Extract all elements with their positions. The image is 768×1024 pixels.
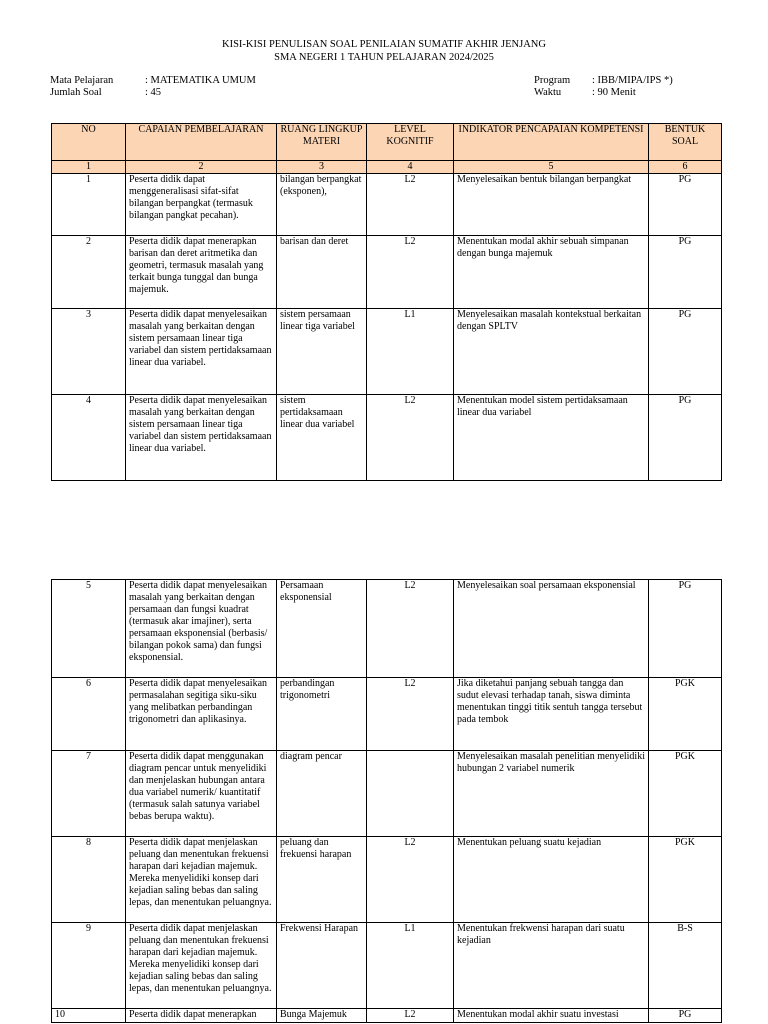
kisi-kisi-table-page-1 [51, 123, 722, 481]
row-materi: sistem persamaan linear tiga variabel [277, 309, 367, 395]
column-number: 4 [367, 161, 454, 174]
row-bentuk: PG [649, 395, 722, 481]
table-row [52, 1009, 722, 1023]
program-label: Program [534, 75, 571, 86]
row-level: L2 [367, 1009, 454, 1023]
row-no: 8 [52, 837, 126, 923]
row-indikator: Menyelesaikan masalah penelitian menyelidiki hubungan 2 variabel numerik [454, 751, 649, 837]
row-no: 7 [52, 751, 126, 837]
column-number: 5 [454, 161, 649, 174]
header-bentuk: BENTUK SOAL [649, 124, 722, 161]
row-no: 1 [52, 174, 126, 236]
row-level: L1 [367, 923, 454, 1009]
row-level: L2 [367, 580, 454, 678]
row-level: L2 [367, 395, 454, 481]
row-indikator: Menentukan frekwensi harapan dari suatu kejadian [454, 923, 649, 1009]
table-row [52, 395, 722, 481]
row-capaian: Peserta didik dapat menjelaskan peluang dan menentukan frekuensi harapan dari kejadian majemuk. Mereka menyelidiki konsep dari kejadian saling bebas dan saling lepas, dan menentukan peluangnya. [126, 923, 277, 1009]
row-bentuk: PG [649, 174, 722, 236]
waktu-value: : 90 Menit [592, 87, 636, 98]
row-indikator: Jika diketahui panjang sebuah tangga dan sudut elevasi terhadap tanah, siswa diminta menentukan tinggi titik sentuh tangga tersebut pada tembok [454, 678, 649, 751]
row-indikator: Menentukan modal akhir sebuah simpanan dengan bunga majemuk [454, 236, 649, 309]
column-number: 1 [52, 161, 126, 174]
waktu-label: Waktu [534, 87, 562, 98]
row-level: L1 [367, 309, 454, 395]
row-materi: peluang dan frekuensi harapan [277, 837, 367, 923]
row-no: 6 [52, 678, 126, 751]
row-indikator: Menyelesaikan bentuk bilangan berpangkat [454, 174, 649, 236]
program-value: : IBB/MIPA/IPS *) [592, 75, 673, 86]
row-capaian: Peserta didik dapat menyelesaikan masalah yang berkaitan dengan sistem persamaan linear tiga variabel dan sistem pertidaksamaan linear dua variabel. [126, 309, 277, 395]
row-capaian: Peserta didik dapat menerapkan barisan dan deret aritmetika dan geometri, termasuk masalah yang terkait bunga tunggal dan bunga majemuk. [126, 236, 277, 309]
row-level: L2 [367, 236, 454, 309]
header-capaian: CAPAIAN PEMBELAJARAN [126, 124, 277, 161]
table-row [52, 174, 722, 236]
mapel-value: : MATEMATIKA UMUM [145, 75, 256, 86]
row-capaian: Peserta didik dapat menerapkan [126, 1009, 277, 1023]
row-indikator: Menentukan peluang suatu kejadian [454, 837, 649, 923]
row-capaian: Peserta didik dapat menggeneralisasi sifat-sifat bilangan berpangkat (termasuk bilangan pangkat pecahan). [126, 174, 277, 236]
row-capaian: Peserta didik dapat menyelesaikan permasalahan segitiga siku-siku yang melibatkan perbandingan trigonometri dan aplikasinya. [126, 678, 277, 751]
row-materi: Frekwensi Harapan [277, 923, 367, 1009]
row-bentuk: PGK [649, 837, 722, 923]
row-no: 4 [52, 395, 126, 481]
document-title: KISI-KISI PENULISAN SOAL PENILAIAN SUMATIF AKHIR JENJANG [222, 39, 546, 50]
row-bentuk: PG [649, 236, 722, 309]
row-level [367, 751, 454, 837]
table-row [52, 751, 722, 837]
row-bentuk: PG [649, 1009, 722, 1023]
table-row [52, 236, 722, 309]
row-level: L2 [367, 174, 454, 236]
table-row [52, 309, 722, 395]
table-row [52, 837, 722, 923]
row-materi: perbandingan trigonometri [277, 678, 367, 751]
column-number: 3 [277, 161, 367, 174]
jumlah-soal-value: : 45 [145, 87, 162, 98]
row-materi: Bunga Majemuk [277, 1009, 367, 1023]
table-header-row [52, 124, 722, 161]
column-number: 6 [649, 161, 722, 174]
row-indikator: Menentukan modal akhir suatu investasi [454, 1009, 649, 1023]
row-capaian: Peserta didik dapat menjelaskan peluang dan menentukan frekuensi harapan dari kejadian majemuk. Mereka menyelidiki konsep dari kejadian saling bebas dan saling lepas, dan menentukan peluangnya. [126, 837, 277, 923]
table-row [52, 678, 722, 751]
row-capaian: Peserta didik dapat menyelesaikan masalah yang berkaitan dengan sistem persamaan linear tiga variabel dan sistem pertidaksamaan linear dua variabel. [126, 395, 277, 481]
row-indikator: Menyelesaikan masalah kontekstual berkaitan dengan SPLTV [454, 309, 649, 395]
row-materi: diagram pencar [277, 751, 367, 837]
kisi-kisi-table-page-2 [51, 579, 722, 1023]
jumlah-soal-label: Jumlah Soal [50, 87, 102, 98]
header-indikator: INDIKATOR PENCAPAIAN KOMPETENSI [454, 124, 649, 161]
row-level: L2 [367, 678, 454, 751]
table-row [52, 580, 722, 678]
row-materi: bilangan berpangkat (eksponen), [277, 174, 367, 236]
row-materi: Persamaan eksponensial [277, 580, 367, 678]
header-level: LEVEL KOGNITIF [367, 124, 454, 161]
row-bentuk: PGK [649, 751, 722, 837]
mapel-label: Mata Pelajaran [50, 75, 114, 86]
row-no: 2 [52, 236, 126, 309]
table-row [52, 923, 722, 1009]
row-bentuk: PG [649, 309, 722, 395]
row-bentuk: PG [649, 580, 722, 678]
row-no: 9 [52, 923, 126, 1009]
row-indikator: Menentukan model sistem pertidaksamaan linear dua variabel [454, 395, 649, 481]
column-number: 2 [126, 161, 277, 174]
row-capaian: Peserta didik dapat menggunakan diagram pencar untuk menyelidiki dan menjelaskan hubungan antara dua variabel numerik/ kuantitatif (termasuk salah satunya variabel bebas berupa waktu). [126, 751, 277, 837]
row-materi: sistem pertidaksamaan linear dua variabel [277, 395, 367, 481]
row-materi: barisan dan deret [277, 236, 367, 309]
column-number-row [52, 161, 722, 174]
row-no: 10 [52, 1009, 126, 1023]
row-no: 5 [52, 580, 126, 678]
header-no: NO [52, 124, 126, 161]
row-bentuk: PGK [649, 678, 722, 751]
row-capaian: Peserta didik dapat menyelesaikan masalah yang berkaitan dengan persamaan dan fungsi kuadrat (termasuk akar imajiner), serta persamaan eksponensial (berbasis/ bilangan pokok sama) dan fungsi eksponensial. [126, 580, 277, 678]
header-ruang-lingkup: RUANG LINGKUP MATERI [277, 124, 367, 161]
row-level: L2 [367, 837, 454, 923]
row-bentuk: B-S [649, 923, 722, 1009]
document-subtitle: SMA NEGERI 1 TAHUN PELAJARAN 2024/2025 [274, 52, 494, 63]
row-no: 3 [52, 309, 126, 395]
row-indikator: Menyelesaikan soal persamaan eksponensial [454, 580, 649, 678]
